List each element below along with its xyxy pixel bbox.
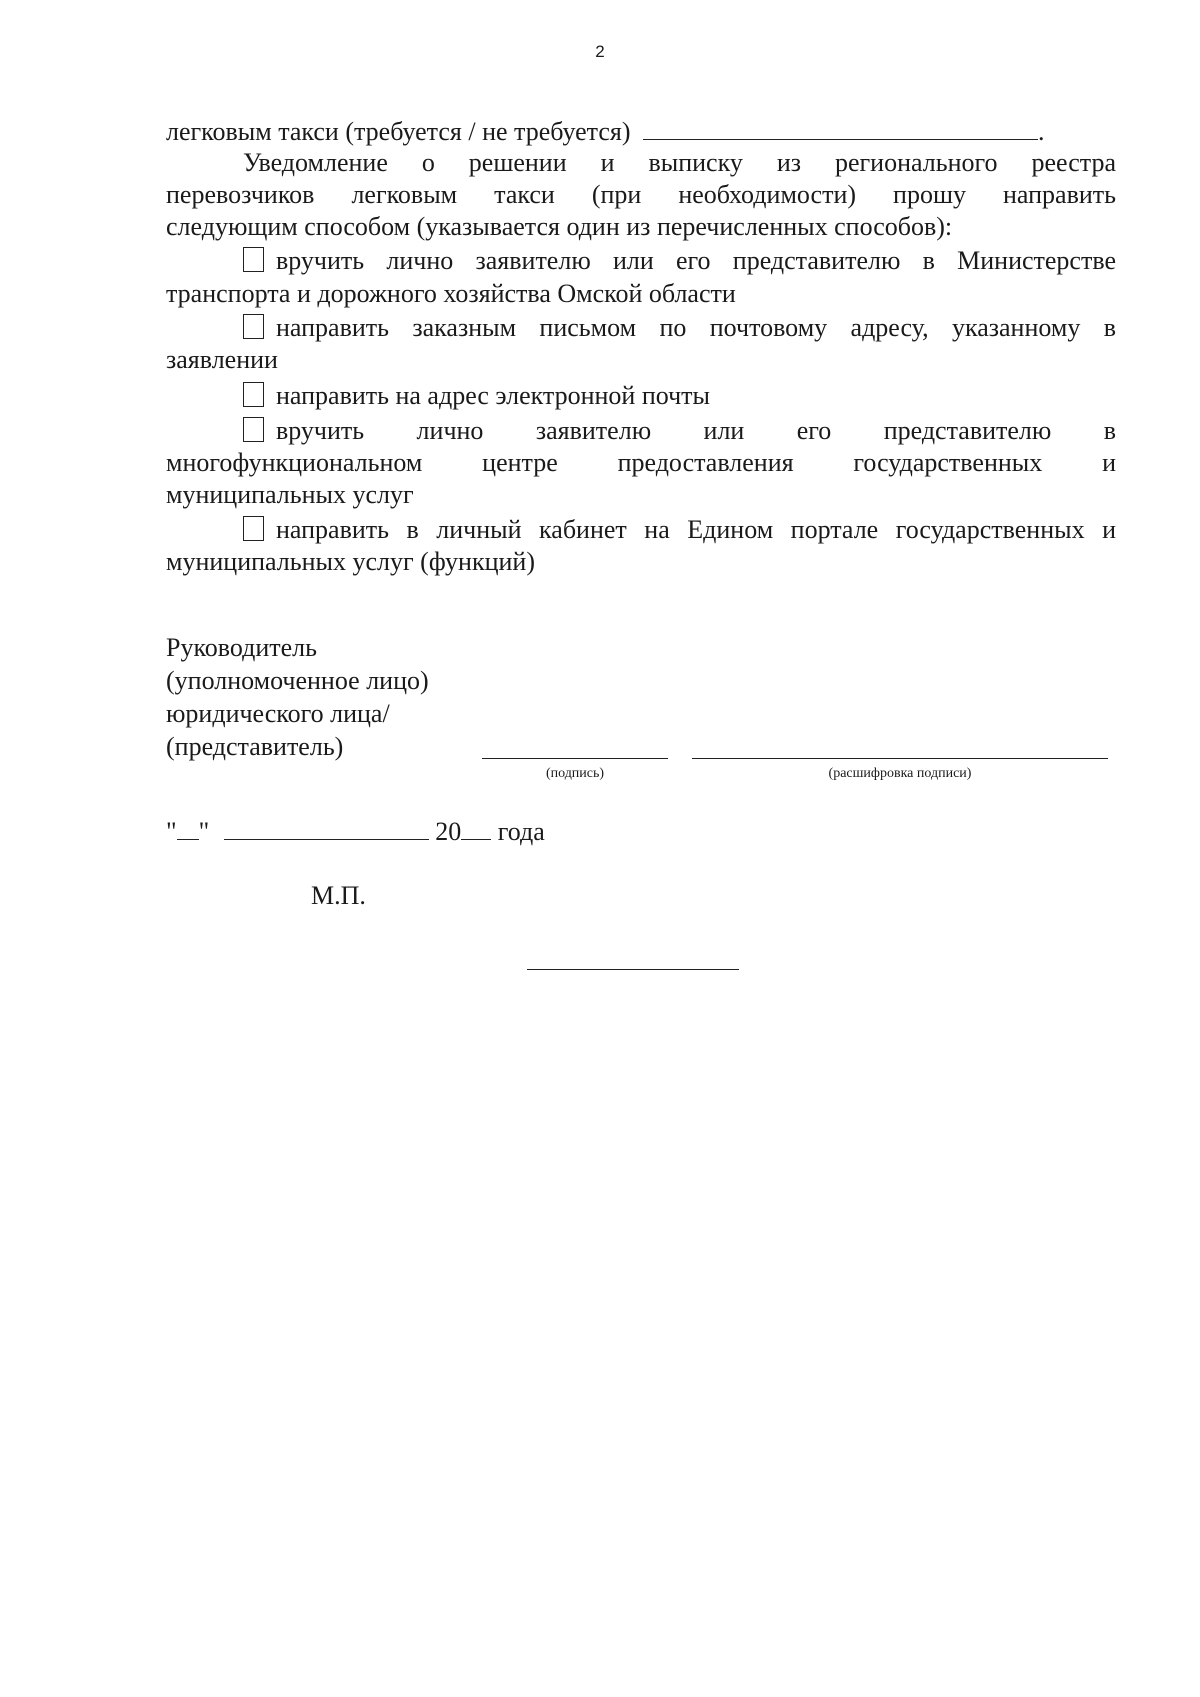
year-prefix: 20 [435,817,462,846]
option-4-cont: многофункциональном центре предоставления государственных и [166,448,1116,477]
signature-decoding-field[interactable] [692,758,1108,759]
option-4-cont-2: муниципальных услуг [166,480,414,509]
day-field[interactable] [177,817,199,840]
option-2 [243,312,1116,344]
notice-line-2: перевозчиков легковым такси (при необходимости) прошу направить [166,180,1116,209]
option-4 [243,415,1116,447]
decoding-caption: (расшифровка подписи) [828,766,972,781]
option-4-checkbox[interactable] [243,417,264,442]
option-5-cont: муниципальных услуг (функций) [166,547,535,576]
option-3 [243,380,1116,412]
option-5-text: направить в личный кабинет на Едином портале государственных и [276,515,1116,544]
signatory-line-1: Руководитель [166,633,317,662]
option-1-checkbox[interactable] [243,247,264,272]
year-suffix: года [497,817,545,846]
period: . [1038,117,1045,146]
signatory-line-3: юридического лица/ [166,699,390,728]
year-field[interactable] [461,817,491,840]
option-1 [243,245,1116,277]
stamp-place: М.П. [311,881,366,910]
quote-close: " [198,817,210,846]
option-1-text: вручить лично заявителю или его представителю в Министерстве [276,246,1116,275]
month-field[interactable] [224,817,429,840]
quote-open: " [166,817,177,846]
date-line [166,816,1116,848]
option-5-checkbox[interactable] [243,516,264,541]
taxi-requirement-line [166,116,1116,148]
option-4-text: вручить лично заявителю или его представителю в [276,416,1116,445]
end-separator [527,969,739,970]
signature-caption: (подпись) [545,766,605,781]
signatory-line-2: (уполномоченное лицо) [166,666,429,695]
option-2-text: направить заказным письмом по почтовому адресу, указанному в [276,313,1116,342]
option-2-checkbox[interactable] [243,314,264,339]
option-2-cont: заявлении [166,345,278,374]
notice-line-3: следующим способом (указывается один из перечисленных способов): [166,212,953,241]
signatory-line-4: (представитель) [166,732,344,761]
option-5 [243,514,1116,546]
option-3-checkbox[interactable] [243,382,264,407]
option-3-text: направить на адрес электронной почты [276,381,710,410]
page-number: 2 [595,42,605,61]
taxi-requirement-field[interactable] [643,117,1038,140]
notice-line-1: Уведомление о решении и выписку из регионального реестра [243,148,1116,177]
taxi-requirement-label: легковым такси (требуется / не требуется) [166,117,631,146]
option-1-cont: транспорта и дорожного хозяйства Омской области [166,279,736,308]
signature-field[interactable] [482,758,668,759]
